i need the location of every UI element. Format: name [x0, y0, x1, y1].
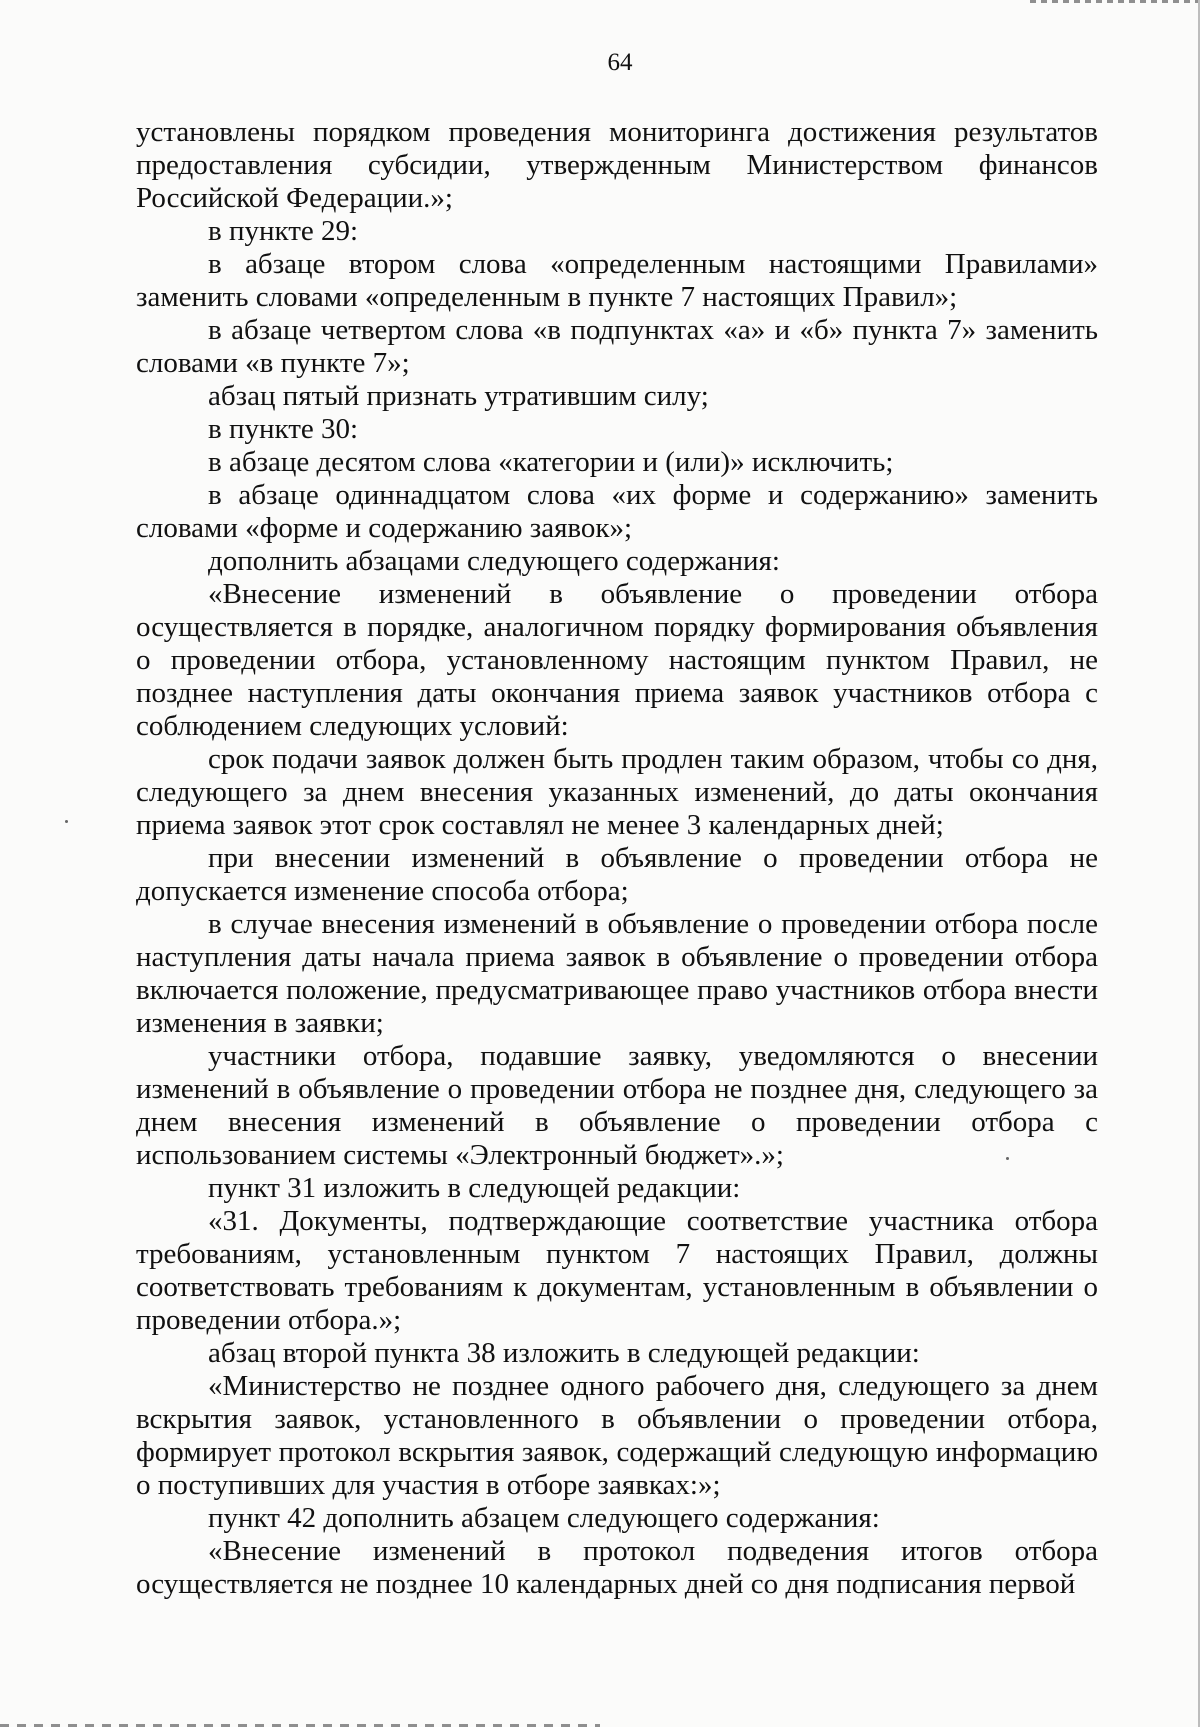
scan-speck — [65, 820, 68, 823]
paragraph: в случае внесения изменений в объявление о проведении отбора после наступления даты начала приема заявок в объявление о проведении отбора включается положение, предусматривающее право участников отбора внести изменения в заявки; — [136, 908, 1098, 1039]
paragraph: абзац второй пункта 38 изложить в следующей редакции: — [208, 1337, 920, 1369]
paragraph: «Внесение изменений в объявление о проведении отбора осуществляется в порядке, аналогичном порядку формирования объявления о проведении отбора, установленному настоящим пунктом Правил, не позднее наступления даты окончания приема заявок участников отбора с соблюдением следующих условий: — [136, 578, 1098, 742]
page-number: 64 — [607, 49, 633, 76]
paragraph: в пункте 30: — [208, 413, 359, 445]
paragraph: абзац пятый признать утратившим силу; — [208, 380, 709, 412]
document-body — [136, 116, 1098, 1601]
paragraph: в абзаце одиннадцатом слова «их форме и содержанию» заменить словами «форме и содержанию заявок»; — [136, 479, 1098, 544]
paragraph: в абзаце десятом слова «категории и (или)» исключить; — [208, 446, 894, 478]
scan-edge-top — [1030, 0, 1200, 3]
paragraph: дополнить абзацами следующего содержания: — [208, 545, 780, 577]
paragraph: в абзаце втором слова «определенным настоящими Правилами» заменить словами «определенным в пункте 7 настоящих Правил»; — [136, 248, 1098, 313]
paragraph: в пункте 29: — [208, 215, 359, 247]
paragraph: установлены порядком проведения мониторинга достижения результатов предоставления субсидии, утвержденным Министерством финансов Российской Федерации.»; — [136, 116, 1098, 214]
paragraph: «31. Документы, подтверждающие соответствие участника отбора требованиям, установленным пунктом 7 настоящих Правил, должны соответствовать требованиям к документам, установленным в объявлении о проведении отбора.»; — [136, 1205, 1098, 1336]
paragraph: при внесении изменений в объявление о проведении отбора не допускается изменение способа отбора; — [136, 842, 1098, 907]
paragraph: «Министерство не позднее одного рабочего дня, следующего за днем вскрытия заявок, установленного в объявлении о проведении отбора, формирует протокол вскрытия заявок, содержащий следующую информацию о поступивших для участия в отборе заявках:»; — [136, 1370, 1098, 1501]
paragraph: срок подачи заявок должен быть продлен таким образом, чтобы со дня, следующего за днем внесения указанных изменений, до даты окончания приема заявок этот срок составлял не менее 3 календарных дней; — [136, 743, 1098, 841]
paragraph: пункт 31 изложить в следующей редакции: — [208, 1172, 741, 1204]
paragraph: участники отбора, подавшие заявку, уведомляются о внесении изменений в объявление о проведении отбора не позднее дня, следующего за днем внесения изменений в объявление о проведении отбора с использованием системы «Электронный бюджет».»; — [136, 1040, 1098, 1171]
paragraph: в абзаце четвертом слова «в подпунктах «а» и «б» пункта 7» заменить словами «в пункте 7»; — [136, 314, 1098, 379]
paragraph: пункт 42 дополнить абзацем следующего содержания: — [208, 1502, 880, 1534]
paragraph: «Внесение изменений в протокол подведения итогов отбора осуществляется не позднее 10 календарных дней со дня подписания первой — [136, 1535, 1098, 1600]
